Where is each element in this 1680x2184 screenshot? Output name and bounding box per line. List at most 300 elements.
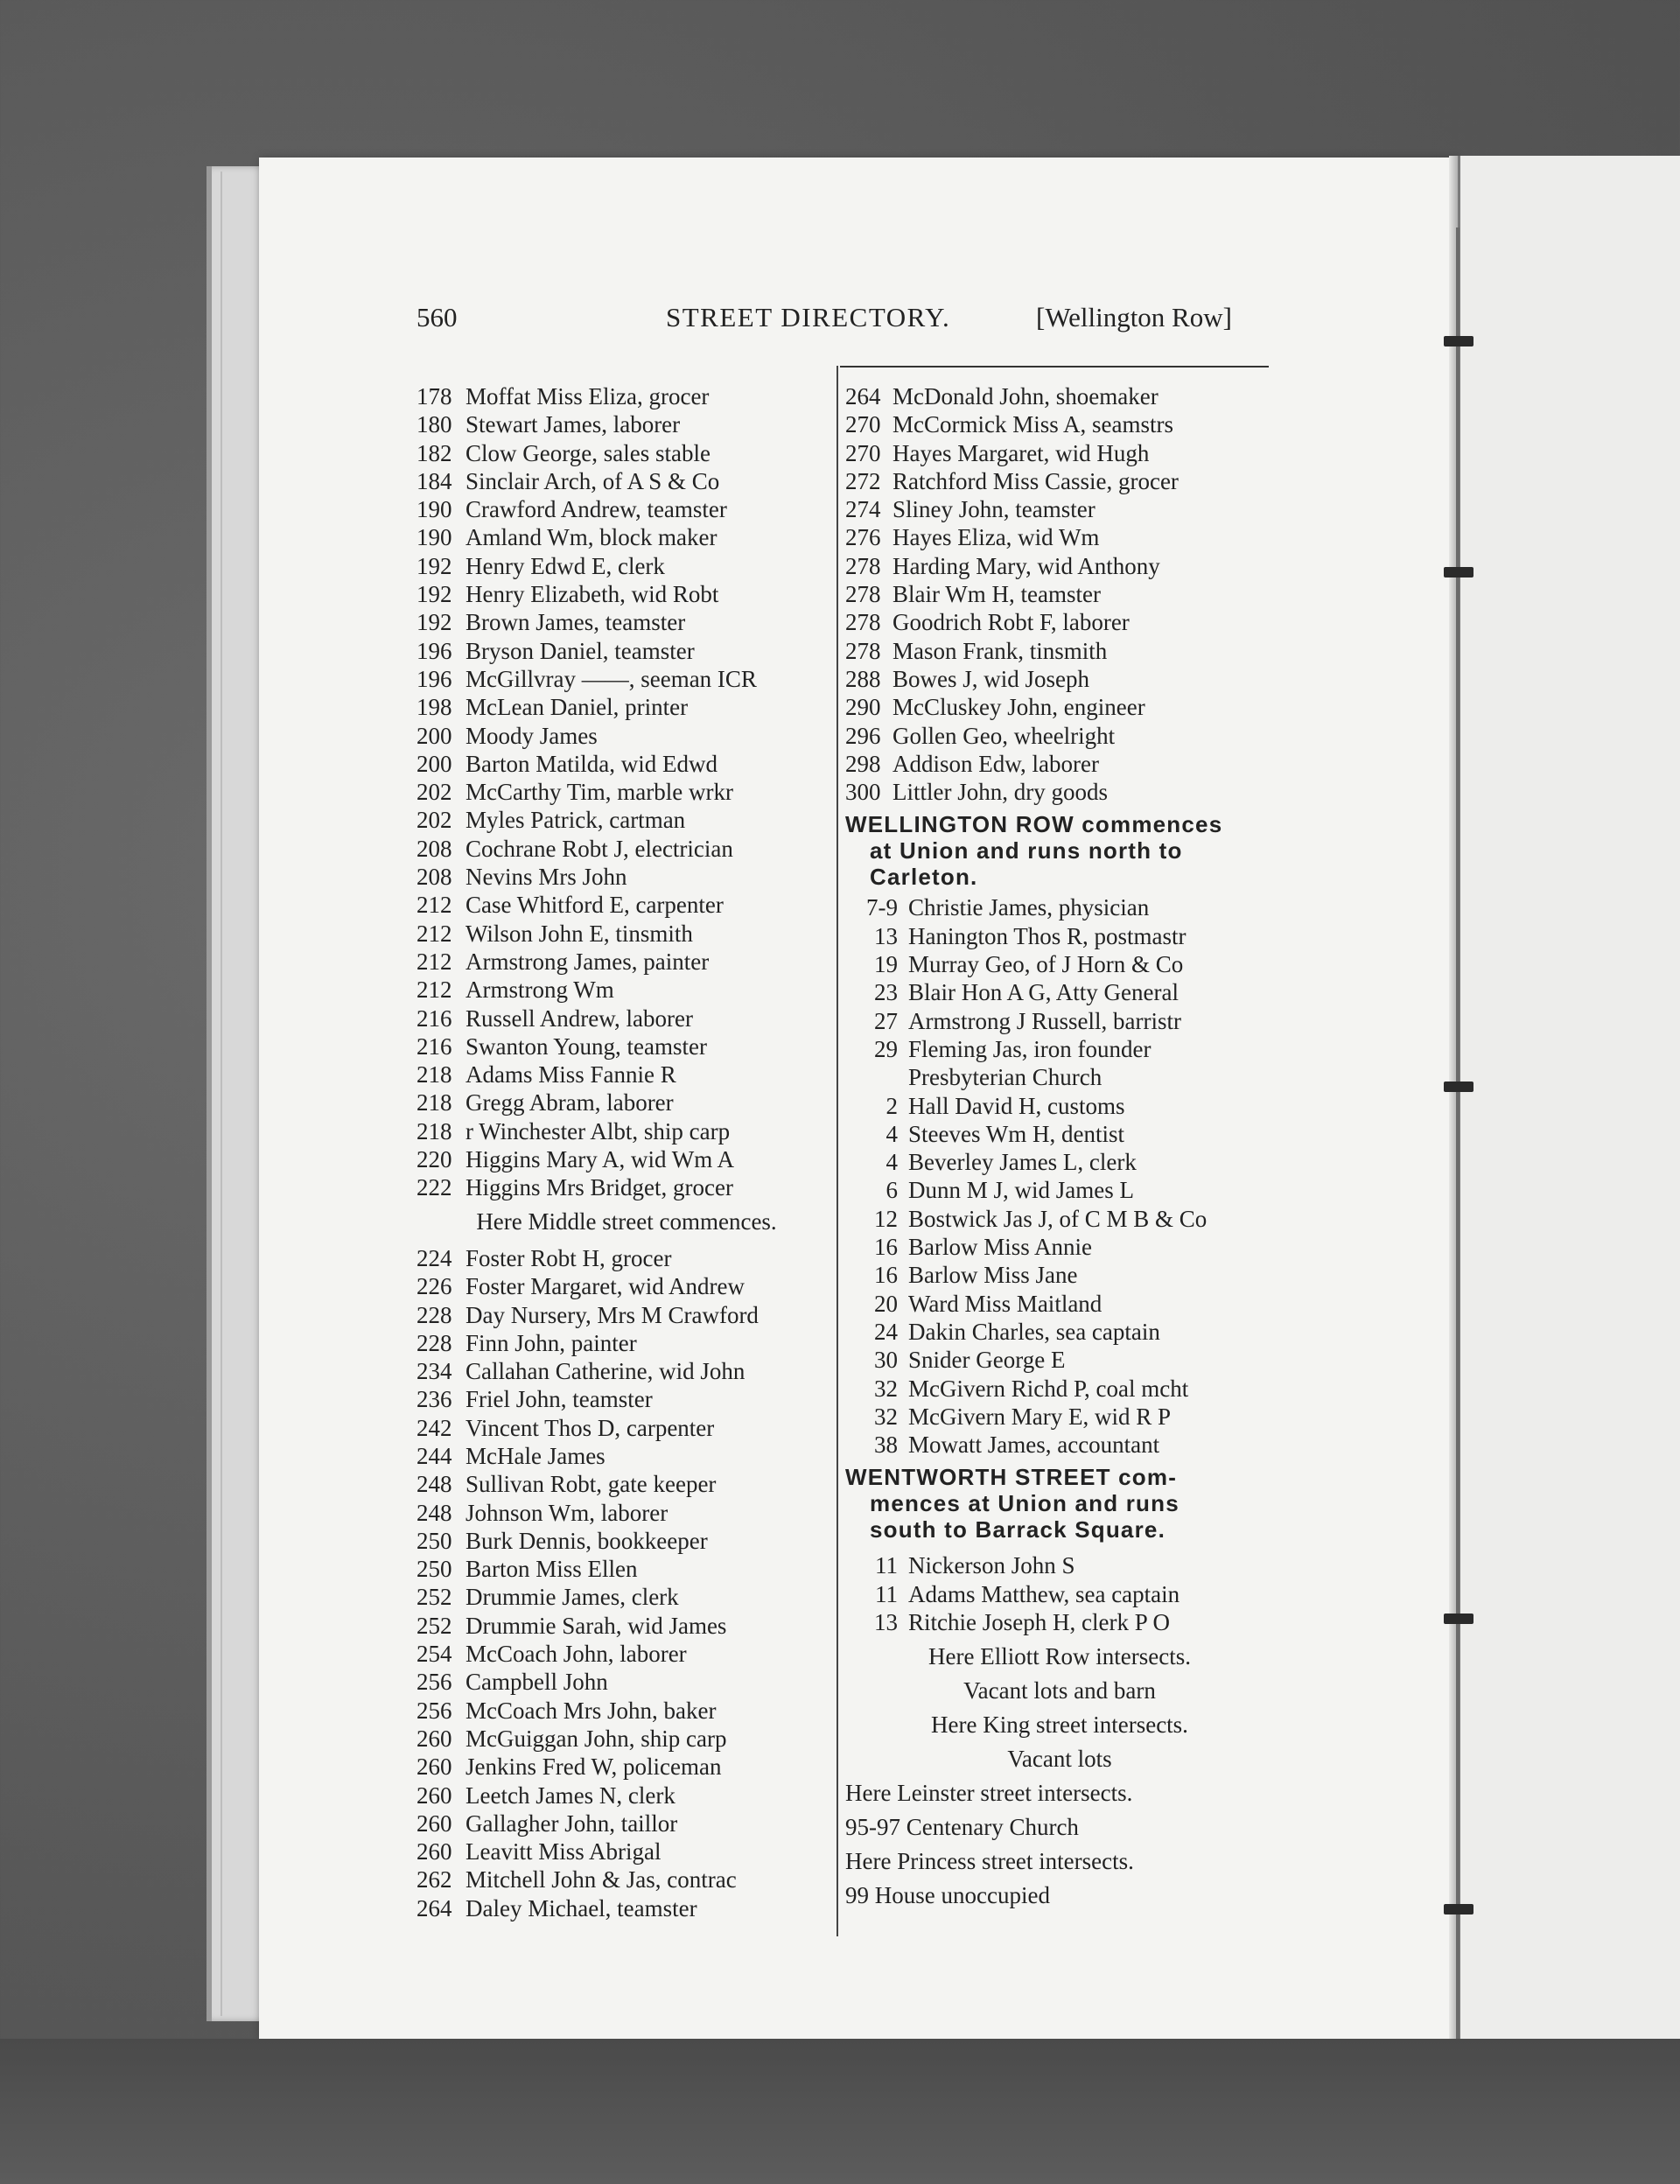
- directory-entry: [845, 693, 1274, 721]
- house-number: 278: [845, 609, 881, 636]
- resident-entry: Wilson John E, tinsmith: [466, 920, 693, 947]
- directory-entry: [845, 608, 1274, 636]
- directory-entry: [416, 1697, 836, 1725]
- house-number: 202: [416, 779, 452, 806]
- house-number: 20: [874, 1290, 898, 1317]
- resident-entry: Hayes Eliza, wid Wm: [892, 524, 1100, 551]
- house-number: 202: [416, 807, 452, 834]
- house-number: 300: [845, 779, 881, 806]
- directory-entry: [845, 722, 1274, 750]
- directory-entry: [845, 893, 1274, 921]
- house-number: 30: [874, 1347, 898, 1374]
- directory-entry: [416, 1385, 836, 1413]
- resident-entry: Murray Geo, of J Horn & Co: [908, 951, 1184, 978]
- resident-entry: Finn John, painter: [466, 1329, 637, 1356]
- house-number: 248: [416, 1471, 452, 1498]
- house-number: 190: [416, 524, 452, 551]
- resident-entry: Christie James, physician: [908, 894, 1150, 921]
- resident-entry: Myles Patrick, cartman: [466, 807, 686, 834]
- directory-entry: [845, 523, 1274, 551]
- house-number: 27: [874, 1007, 898, 1034]
- binding-stitch: [1444, 567, 1474, 578]
- resident-entry: Addison Edw, laborer: [892, 750, 1099, 777]
- page-title: STREET DIRECTORY.: [666, 302, 951, 332]
- directory-entry: [845, 1261, 1274, 1289]
- resident-entry: Johnson Wm, laborer: [466, 1499, 668, 1526]
- house-number: 296: [845, 722, 881, 749]
- directory-entry: [416, 1470, 836, 1498]
- directory-entry: [416, 1866, 836, 1894]
- directory-entry: [416, 891, 836, 919]
- resident-entry: Moffat Miss Eliza, grocer: [466, 383, 710, 410]
- directory-entry: [416, 1032, 836, 1060]
- resident-entry: McLean Daniel, printer: [466, 694, 689, 721]
- directory-entry: [416, 467, 836, 495]
- resident-entry: Moody James: [466, 722, 598, 749]
- resident-entry: McCormick Miss A, seamstrs: [892, 411, 1173, 438]
- house-number: 19: [874, 951, 898, 978]
- resident-entry: Russell Andrew, laborer: [466, 1004, 693, 1032]
- directory-entry: [845, 1035, 1274, 1063]
- resident-entry: Swanton Young, teamster: [466, 1032, 707, 1060]
- house-number: 288: [845, 665, 881, 692]
- house-number: 272: [845, 467, 881, 494]
- directory-entry: [416, 863, 836, 891]
- house-number: 196: [416, 637, 452, 664]
- directory-entry: [845, 1176, 1274, 1204]
- street-note: Here Elliott Row intersects.: [928, 1643, 1191, 1670]
- resident-entry: Day Nursery, Mrs M Crawford: [466, 1301, 759, 1328]
- house-number: [845, 1063, 908, 1091]
- resident-entry: McHale James: [466, 1442, 606, 1469]
- directory-entry: [416, 410, 836, 438]
- directory-entry: [845, 1233, 1274, 1261]
- resident-entry: Barton Miss Ellen: [466, 1556, 638, 1583]
- binding-stitch: [1444, 1614, 1474, 1624]
- resident-entry: McGivern Richd P, coal mcht: [908, 1375, 1189, 1402]
- resident-entry: Fleming Jas, iron founder: [908, 1035, 1152, 1062]
- directory-entry: [845, 552, 1274, 580]
- directory-entry: [416, 1442, 836, 1470]
- directory-entry: [845, 1318, 1274, 1346]
- resident-entry: Adams Miss Fannie R: [466, 1061, 676, 1088]
- directory-entry: [416, 608, 836, 636]
- house-number: 270: [845, 411, 881, 438]
- house-number: 250: [416, 1527, 452, 1554]
- right-column: [845, 382, 1274, 1913]
- directory-entry: [845, 1290, 1274, 1318]
- directory-entry: [416, 1583, 836, 1611]
- directory-entry: [416, 835, 836, 863]
- house-number: 212: [416, 976, 452, 1004]
- directory-entry: [845, 922, 1274, 950]
- wentworth-street-heading: [845, 1459, 1274, 1546]
- house-number: 260: [416, 1810, 452, 1837]
- resident-entry: Campbell John: [466, 1669, 608, 1696]
- resident-entry: McGivern Mary E, wid R P: [908, 1403, 1171, 1430]
- house-number: 222: [416, 1174, 452, 1201]
- directory-entry: [416, 1725, 836, 1753]
- directory-entry: [416, 1668, 836, 1696]
- directory-entry: [416, 665, 836, 693]
- house-number: 184: [416, 467, 452, 494]
- resident-entry: Amland Wm, block maker: [466, 524, 718, 551]
- resident-entry: Hayes Margaret, wid Hugh: [892, 439, 1150, 466]
- house-number: 180: [416, 411, 452, 438]
- directory-entry: [416, 439, 836, 467]
- street-note: Here Leinster street intersects.: [845, 1780, 1133, 1807]
- directory-entry: [416, 1555, 836, 1583]
- house-number: 224: [416, 1244, 452, 1271]
- resident-entry: Brown James, teamster: [466, 609, 686, 636]
- directory-entry: [416, 523, 836, 551]
- house-number: 16: [874, 1234, 898, 1261]
- house-number: 226: [416, 1273, 452, 1300]
- street-note: 99 House unoccupied: [845, 1882, 1050, 1909]
- resident-entry: Armstrong James, painter: [466, 948, 710, 975]
- house-number: 298: [845, 750, 881, 777]
- house-number: 274: [845, 496, 881, 523]
- house-number: 234: [416, 1358, 452, 1385]
- directory-entry: [845, 410, 1274, 438]
- binding-stitch: [1444, 1904, 1474, 1914]
- house-number: 192: [416, 581, 452, 608]
- resident-entry: Beverley James L, clerk: [908, 1149, 1137, 1176]
- heading-line: south to Barrack Square.: [870, 1516, 1166, 1544]
- house-number: 262: [416, 1866, 452, 1894]
- resident-entry: Blair Wm H, teamster: [892, 581, 1101, 608]
- resident-entry: Dakin Charles, sea captain: [908, 1318, 1160, 1345]
- house-number: 248: [416, 1499, 452, 1526]
- house-number: 228: [416, 1329, 452, 1356]
- binding-thread: [1456, 228, 1460, 2048]
- directory-entry: [416, 1357, 836, 1385]
- house-number: 11: [875, 1552, 898, 1579]
- resident-entry: Higgins Mary A, wid Wm A: [466, 1146, 735, 1173]
- running-head-street: [Wellington Row]: [1036, 302, 1232, 332]
- resident-entry: Goodrich Robt F, laborer: [892, 609, 1130, 636]
- resident-entry: Case Whitford E, carpenter: [466, 892, 724, 919]
- directory-entry: [416, 1499, 836, 1527]
- resident-entry: McCarthy Tim, marble wrkr: [466, 779, 733, 806]
- house-number: 196: [416, 665, 452, 692]
- directory-entry: [845, 1551, 1274, 1579]
- heading-line: mences at Union and runs: [870, 1490, 1180, 1517]
- house-number: 190: [416, 496, 452, 523]
- resident-entry: Armstrong J Russell, barristr: [908, 1007, 1181, 1034]
- resident-entry: McDonald John, shoemaker: [892, 383, 1158, 410]
- directory-entry: [416, 722, 836, 750]
- heading-line: WENTWORTH STREET com-: [845, 1464, 1178, 1491]
- house-number: 13: [874, 922, 898, 949]
- directory-entry: [845, 495, 1274, 523]
- directory-entry: [416, 1088, 836, 1116]
- house-number: 200: [416, 750, 452, 777]
- resident-entry: Barlow Miss Annie: [908, 1234, 1093, 1261]
- resident-entry: Bowes J, wid Joseph: [892, 665, 1090, 692]
- directory-entry: [845, 778, 1274, 806]
- directory-entry: [845, 1205, 1274, 1233]
- house-number: 13: [874, 1608, 898, 1635]
- resident-entry: Adams Matthew, sea captain: [908, 1580, 1180, 1607]
- resident-entry: Gallagher John, taillor: [466, 1810, 678, 1837]
- directory-entry: [845, 978, 1274, 1006]
- house-number: 24: [874, 1318, 898, 1345]
- house-number: 278: [845, 581, 881, 608]
- directory-entry: [416, 1329, 836, 1357]
- street-note: Vacant lots: [1007, 1746, 1112, 1773]
- resident-entry: Stewart James, laborer: [466, 411, 681, 438]
- house-number: 4: [886, 1149, 898, 1176]
- directory-entry: [416, 806, 836, 834]
- house-number: 244: [416, 1442, 452, 1469]
- house-number: 216: [416, 1004, 452, 1032]
- binding-stitch: [1444, 336, 1474, 346]
- street-note: Vacant lots and barn: [963, 1677, 1156, 1704]
- house-number: 212: [416, 892, 452, 919]
- directory-entry: [416, 1173, 836, 1201]
- resident-entry: Jenkins Fred W, policeman: [466, 1754, 722, 1781]
- house-number: 182: [416, 439, 452, 466]
- resident-entry: McGillvray ——, seeman ICR: [466, 665, 757, 692]
- resident-entry: McCoach John, laborer: [466, 1641, 687, 1668]
- house-number: 11: [875, 1580, 898, 1607]
- directory-entry: [416, 1145, 836, 1173]
- directory-entry: [845, 1375, 1274, 1403]
- house-number: 220: [416, 1146, 452, 1173]
- resident-entry: Mason Frank, tinsmith: [892, 637, 1108, 664]
- house-number: 7-9: [866, 894, 898, 921]
- resident-entry: Cochrane Robt J, electrician: [466, 835, 733, 862]
- house-number: 290: [845, 694, 881, 721]
- resident-entry: Barlow Miss Jane: [908, 1262, 1078, 1289]
- house-number: 250: [416, 1556, 452, 1583]
- house-number: 218: [416, 1089, 452, 1116]
- directory-entry: [845, 1063, 1274, 1091]
- directory-entry: [416, 750, 836, 778]
- resident-entry: Nevins Mrs John: [466, 864, 627, 891]
- binding-stitch: [1444, 1082, 1474, 1092]
- house-number: 228: [416, 1301, 452, 1328]
- house-number: 200: [416, 722, 452, 749]
- directory-entry: [416, 976, 836, 1004]
- resident-entry: Hanington Thos R, postmastr: [908, 922, 1186, 949]
- resident-entry: Ward Miss Maitland: [908, 1290, 1102, 1317]
- resident-entry: Sullivan Robt, gate keeper: [466, 1471, 717, 1498]
- resident-entry: Burk Dennis, bookkeeper: [466, 1527, 708, 1554]
- resident-entry: Harding Mary, wid Anthony: [892, 552, 1160, 579]
- wellington-row-heading: [845, 806, 1274, 893]
- house-number: 4: [886, 1120, 898, 1147]
- directory-entry: [845, 637, 1274, 665]
- resident-entry: Higgins Mrs Bridget, grocer: [466, 1174, 733, 1201]
- resident-entry: Daley Michael, teamster: [466, 1894, 697, 1922]
- resident-entry: Drummie James, clerk: [466, 1584, 679, 1611]
- house-number: 218: [416, 1117, 452, 1144]
- middle-street-note: Here Middle street commences.: [476, 1208, 777, 1235]
- resident-entry: Armstrong Wm: [466, 976, 614, 1004]
- resident-entry: Steeves Wm H, dentist: [908, 1120, 1124, 1147]
- resident-entry: Crawford Andrew, teamster: [466, 496, 727, 523]
- house-number: 2: [886, 1092, 898, 1119]
- directory-entry: [845, 750, 1274, 778]
- directory-entry: [416, 580, 836, 608]
- resident-entry: Dunn M J, wid James L: [908, 1177, 1134, 1204]
- resident-entry: Foster Margaret, wid Andrew: [466, 1273, 745, 1300]
- resident-entry: Gollen Geo, wheelright: [892, 722, 1116, 749]
- resident-entry: Bostwick Jas J, of C M B & Co: [908, 1205, 1208, 1232]
- house-number: 260: [416, 1725, 452, 1752]
- directory-entry: [416, 1004, 836, 1032]
- resident-entry: Presbyterian Church: [908, 1064, 1102, 1091]
- house-number: 270: [845, 439, 881, 466]
- house-number: 192: [416, 552, 452, 579]
- house-number: 242: [416, 1414, 452, 1441]
- house-number: 16: [874, 1262, 898, 1289]
- house-number: 276: [845, 524, 881, 551]
- directory-entry: [845, 1148, 1274, 1176]
- house-number: 256: [416, 1697, 452, 1724]
- directory-entry: [416, 1894, 836, 1922]
- page-header: [416, 302, 1292, 342]
- resident-entry: Drummie Sarah, wid James: [466, 1612, 727, 1639]
- street-note: Here King street intersects.: [931, 1712, 1188, 1739]
- directory-entry: [416, 948, 836, 976]
- house-number: 216: [416, 1032, 452, 1060]
- resident-entry: Hall David H, customs: [908, 1092, 1125, 1119]
- resident-entry: Littler John, dry goods: [892, 779, 1108, 806]
- directory-entry: [416, 920, 836, 948]
- house-number: 236: [416, 1386, 452, 1413]
- directory-entry: [845, 950, 1274, 978]
- resident-entry: McCluskey John, engineer: [892, 694, 1145, 721]
- directory-entry: [416, 1838, 836, 1866]
- directory-entry: [416, 1117, 836, 1145]
- directory-entry: [845, 1403, 1274, 1431]
- directory-entry: [416, 1060, 836, 1088]
- directory-entry: [845, 1346, 1274, 1374]
- directory-entry: [416, 1640, 836, 1668]
- house-number: 252: [416, 1612, 452, 1639]
- directory-entry: [416, 1782, 836, 1810]
- resident-entry: Foster Robt H, grocer: [466, 1244, 672, 1271]
- house-number: 264: [416, 1894, 452, 1922]
- directory-entry: [845, 1580, 1274, 1608]
- house-number: 29: [874, 1035, 898, 1062]
- resident-entry: Snider George E: [908, 1347, 1066, 1374]
- directory-entry: [416, 1244, 836, 1272]
- house-number: 38: [874, 1432, 898, 1459]
- directory-entry: [845, 1431, 1274, 1459]
- directory-entry: [416, 1414, 836, 1442]
- resident-entry: Henry Elizabeth, wid Robt: [466, 581, 719, 608]
- house-number: 212: [416, 948, 452, 975]
- page-number: 560: [416, 302, 458, 332]
- scan-background-bottom: [0, 2039, 1680, 2184]
- directory-entry: [416, 1753, 836, 1781]
- resident-entry: Nickerson John S: [908, 1552, 1075, 1579]
- directory-entry: [416, 495, 836, 523]
- heading-line: WELLINGTON ROW commences: [845, 811, 1223, 838]
- resident-entry: Leetch James N, clerk: [466, 1782, 676, 1809]
- house-number: 254: [416, 1641, 452, 1668]
- directory-entry: [416, 382, 836, 410]
- house-number: 256: [416, 1669, 452, 1696]
- house-number: 260: [416, 1838, 452, 1866]
- house-number: 264: [845, 383, 881, 410]
- resident-entry: Henry Edwd E, clerk: [466, 552, 665, 579]
- house-number: 260: [416, 1782, 452, 1809]
- column-divider: [836, 366, 838, 1936]
- directory-entry: [845, 439, 1274, 467]
- resident-entry: Ratchford Miss Cassie, grocer: [892, 467, 1179, 494]
- left-column: [416, 382, 836, 1922]
- resident-entry: Mowatt James, accountant: [908, 1432, 1160, 1459]
- directory-entry: [416, 552, 836, 580]
- directory-entry: [845, 665, 1274, 693]
- directory-entry: [845, 1120, 1274, 1148]
- heading-line: Carleton.: [870, 864, 978, 891]
- resident-entry: r Winchester Albt, ship carp: [466, 1117, 731, 1144]
- house-number: 260: [416, 1754, 452, 1781]
- directory-entry: [416, 693, 836, 721]
- directory-entry: [845, 467, 1274, 495]
- house-number: 6: [886, 1177, 898, 1204]
- header-rule: [840, 366, 1269, 368]
- directory-entry: [416, 1301, 836, 1329]
- directory-entry: [416, 1527, 836, 1555]
- resident-entry: Gregg Abram, laborer: [466, 1089, 674, 1116]
- resident-entry: Callahan Catherine, wid John: [466, 1358, 746, 1385]
- directory-entry: [845, 1007, 1274, 1035]
- facing-page: [1458, 156, 1680, 2046]
- resident-entry: McGuiggan John, ship carp: [466, 1725, 727, 1752]
- resident-entry: Leavitt Miss Abrigal: [466, 1838, 662, 1866]
- heading-line: at Union and runs north to: [870, 837, 1183, 864]
- book-edge-inner: [220, 172, 264, 2016]
- directory-entry: [416, 1612, 836, 1640]
- resident-entry: Friel John, teamster: [466, 1386, 653, 1413]
- house-number: 278: [845, 637, 881, 664]
- house-number: 212: [416, 920, 452, 947]
- house-number: 218: [416, 1061, 452, 1088]
- directory-entry: [845, 1092, 1274, 1120]
- resident-entry: Mitchell John & Jas, contrac: [466, 1866, 737, 1894]
- directory-entry: [845, 382, 1274, 410]
- street-note: 95-97 Centenary Church: [845, 1814, 1079, 1841]
- house-number: 208: [416, 864, 452, 891]
- resident-entry: Bryson Daniel, teamster: [466, 637, 695, 664]
- resident-entry: Ritchie Joseph H, clerk P O: [908, 1608, 1170, 1635]
- directory-entry: [416, 1272, 836, 1300]
- resident-entry: Clow George, sales stable: [466, 439, 710, 466]
- resident-entry: Blair Hon A G, Atty General: [908, 979, 1179, 1006]
- directory-entry: [416, 637, 836, 665]
- directory-entry: [416, 778, 836, 806]
- house-number: 198: [416, 694, 452, 721]
- resident-entry: Vincent Thos D, carpenter: [466, 1414, 715, 1441]
- resident-entry: McCoach Mrs John, baker: [466, 1697, 717, 1724]
- resident-entry: Barton Matilda, wid Edwd: [466, 750, 718, 777]
- directory-entry: [845, 1608, 1274, 1636]
- house-number: 208: [416, 835, 452, 862]
- resident-entry: Sinclair Arch, of A S & Co: [466, 467, 720, 494]
- house-number: 32: [874, 1375, 898, 1402]
- directory-entry: [845, 580, 1274, 608]
- house-number: 178: [416, 383, 452, 410]
- house-number: 32: [874, 1403, 898, 1430]
- house-number: 252: [416, 1584, 452, 1611]
